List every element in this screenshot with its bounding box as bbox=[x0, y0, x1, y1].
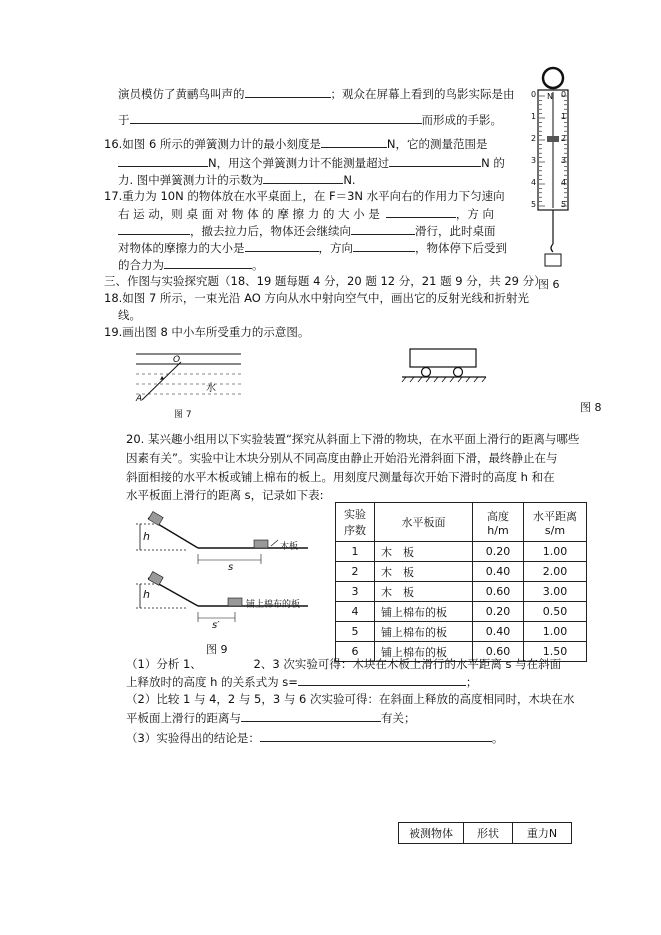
table-cell: 2.00 bbox=[524, 562, 587, 582]
q17-line5: 的合力为 。 bbox=[118, 258, 264, 272]
table-cell: 0.20 bbox=[473, 602, 524, 622]
figure-7-caption: 图 7 bbox=[174, 410, 192, 420]
table-cell: 铺上棉布的板 bbox=[375, 622, 473, 642]
q20-line4: 水平板面上滑行的距离 s，记录如下表: bbox=[126, 488, 324, 502]
table-header: 形状 bbox=[464, 823, 513, 844]
q16-line1: 16.如图 6 所示的弹簧测力计的最小刻度是 N，它的测量范围是 bbox=[104, 137, 488, 151]
scale-label-left: 0 bbox=[531, 90, 537, 99]
table-header: 重力N bbox=[513, 823, 572, 844]
table-header-row bbox=[399, 823, 572, 844]
q17-line2: 右 运 动，则 桌 面 对 物 体 的 摩 擦 力 的 大 小 是 ，方 向 bbox=[118, 207, 494, 221]
blank bbox=[298, 674, 466, 686]
q15-line2: 于 而形成的手影。 bbox=[118, 113, 502, 127]
scale-label-left: 2 bbox=[531, 134, 537, 143]
section-three-heading: 三、作图与实验探究题（18、19 题每题 4 分，20 题 12 分，21 题 9 分，共 29 分） bbox=[104, 274, 546, 288]
q17-line3: ，撤去拉力后，物体还会继续向 滑行，此时桌面 bbox=[118, 223, 496, 239]
blank bbox=[386, 206, 456, 218]
blank bbox=[241, 710, 381, 722]
scale-label-right: 5 bbox=[561, 200, 567, 209]
table-row bbox=[336, 582, 587, 602]
scale-label-right: 0 bbox=[561, 90, 567, 99]
figure-8-caption: 图 8 bbox=[580, 401, 602, 414]
scale-label-left: 4 bbox=[531, 178, 537, 187]
figure-9-h-top: h bbox=[143, 530, 150, 543]
scale-label-left: 5 bbox=[531, 200, 537, 209]
scale-label-right: 4 bbox=[561, 178, 567, 187]
table-cell: 0.60 bbox=[473, 642, 524, 662]
blank bbox=[389, 155, 481, 167]
blank bbox=[351, 223, 415, 235]
table-cell: 1.00 bbox=[524, 542, 587, 562]
measurement-table bbox=[398, 822, 572, 844]
table-cell: 0.40 bbox=[473, 562, 524, 582]
q20-line1: 20. 某兴趣小组用以下实验装置“探究从斜面上下滑的物块，在水平面上滑行的距离与哪些 bbox=[126, 432, 580, 446]
table-header: 水平板面 bbox=[375, 503, 473, 542]
figure-9-s-prime-label: s′ bbox=[212, 620, 220, 631]
q20-sub1-line2: 上释放时的高度 h 的关系式为 s= ； bbox=[126, 675, 478, 689]
table-cell: 铺上棉布的板 bbox=[375, 602, 473, 622]
table-cell: 0.60 bbox=[473, 582, 524, 602]
table-cell: 1.00 bbox=[524, 622, 587, 642]
blank bbox=[260, 730, 492, 742]
table-cell: 6 bbox=[336, 642, 375, 662]
table-row bbox=[336, 622, 587, 642]
figure-9-label-wood: 木板 bbox=[280, 542, 299, 552]
table-cell: 木 板 bbox=[375, 582, 473, 602]
scale-label-right: 1 bbox=[561, 112, 567, 121]
q18-line1: 18.如图 7 所示，一束光沿 AO 方向从水中射向空气中，画出它的反射光线和折射光 bbox=[104, 291, 529, 305]
q17-line1: 17.重力为 10N 的物体放在水平桌面上，在 F＝3N 水平向右的作用力下匀速向 bbox=[104, 189, 505, 203]
table-row bbox=[336, 602, 587, 622]
table-cell: 0.40 bbox=[473, 622, 524, 642]
figure-9-h-bottom: h bbox=[143, 588, 150, 601]
q20-line2: 因素有关”。实验中让木块分别从不同高度由静止开始沿光滑斜面下滑，最终静止在与 bbox=[126, 451, 558, 465]
table-cell: 2 bbox=[336, 562, 375, 582]
blank bbox=[164, 257, 252, 269]
blank bbox=[353, 240, 415, 252]
table-cell: 木 板 bbox=[375, 562, 473, 582]
table-header-row bbox=[336, 503, 587, 542]
q20-sub1-line1: （1）分析 1、 2、3 次实验可得：木块在木板上滑行的水平距离 s 与在斜面 bbox=[126, 657, 562, 671]
table-header: 被测物体 bbox=[399, 823, 464, 844]
scale-label-left: 3 bbox=[531, 156, 537, 165]
table-cell: 1.50 bbox=[524, 642, 587, 662]
q20-sub2-line2: 平板面上滑行的距离与 有关； bbox=[126, 711, 416, 725]
scale-label-right: 3 bbox=[561, 156, 567, 165]
q15-line1: 演员模仿了黄鹂鸟叫声的 ；观众在屏幕上看到的鸟影实际是由 bbox=[118, 87, 515, 101]
q16-line2: N，用这个弹簧测力计不能测量超过 N 的 bbox=[118, 155, 505, 171]
scale-label-left: 1 bbox=[531, 112, 537, 121]
blank bbox=[118, 155, 208, 167]
figure-7-water-diagram bbox=[136, 350, 246, 408]
blank bbox=[245, 86, 331, 98]
q20-line3: 斜面相接的水平木板或铺上棉布的板上。用刻度尺测量每次开始下滑时的高度 h 和在 bbox=[126, 470, 555, 484]
figure-6-caption: 图 6 bbox=[538, 278, 560, 291]
table-cell: 1 bbox=[336, 542, 375, 562]
table-row bbox=[336, 542, 587, 562]
blank bbox=[130, 112, 422, 124]
table-cell: 0.20 bbox=[473, 542, 524, 562]
figure-9-label-cloth: 铺上棉布的板 bbox=[246, 600, 301, 610]
table-header: 实验 序数 bbox=[336, 503, 375, 542]
scale-label-right: 2 bbox=[561, 134, 567, 143]
q20-sub2-line1: （2）比较 1 与 4，2 与 5，3 与 6 次实验可得：在斜面上释放的高度相同时，木块在水 bbox=[126, 692, 575, 706]
table-cell: 0.50 bbox=[524, 602, 587, 622]
table-header: 水平距离 s/m bbox=[524, 503, 587, 542]
table-cell: 3.00 bbox=[524, 582, 587, 602]
q18-line2: 线。 bbox=[118, 308, 141, 322]
q17-line4: 对物体的摩擦力的大小是 ，方向 ，物体停下后受到 bbox=[118, 241, 507, 255]
figure-9-caption: 图 9 bbox=[206, 643, 228, 656]
table-header: 高度 h/m bbox=[473, 503, 524, 542]
table-row bbox=[336, 562, 587, 582]
figure-7-a-label: A bbox=[136, 394, 143, 404]
table-cell: 木 板 bbox=[375, 542, 473, 562]
blank bbox=[118, 223, 190, 235]
q16-line3: 力. 图中弹簧测力计的示数为 N. bbox=[118, 173, 356, 187]
blank bbox=[245, 240, 319, 252]
q19-text: 19.画出图 8 中小车所受重力的示意图。 bbox=[104, 325, 310, 339]
table-cell: 铺上棉布的板 bbox=[375, 642, 473, 662]
figure-6-top-label: N bbox=[547, 92, 553, 101]
figure-8-cart-diagram bbox=[400, 345, 490, 385]
figure-7-water-label: 水 bbox=[206, 383, 216, 394]
table-cell: 5 bbox=[336, 622, 375, 642]
figure-7-o-label: O bbox=[173, 355, 181, 365]
experiment-data-table bbox=[335, 502, 587, 662]
table-cell: 3 bbox=[336, 582, 375, 602]
blank bbox=[263, 172, 343, 184]
q20-sub3: （3）实验得出的结论是： 。 bbox=[126, 731, 504, 745]
figure-9-s-label: s bbox=[228, 562, 234, 573]
table-cell: 4 bbox=[336, 602, 375, 622]
blank bbox=[321, 136, 387, 148]
